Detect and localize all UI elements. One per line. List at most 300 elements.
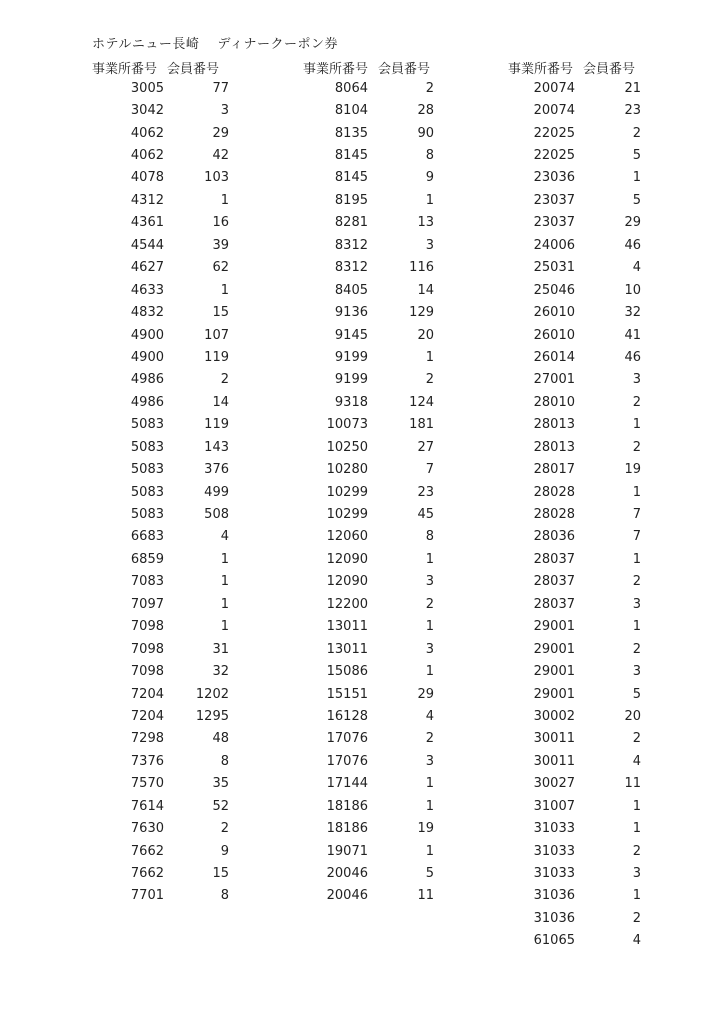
member-number-header: 会員番号 (583, 61, 636, 77)
office-number: 6859 (130, 551, 164, 567)
office-number: 30002 (533, 708, 575, 724)
table-row (508, 773, 641, 795)
table-row (508, 212, 641, 234)
member-number: 119 (204, 349, 229, 365)
member-number: 42 (212, 148, 229, 164)
member-number: 35 (212, 776, 229, 792)
office-number: 5083 (130, 462, 164, 478)
table-row (508, 436, 641, 458)
member-number: 1 (632, 170, 641, 186)
member-number: 181 (409, 417, 434, 433)
member-number: 16 (212, 215, 229, 231)
table-row (508, 593, 641, 615)
office-number: 18186 (326, 821, 368, 837)
member-number: 3 (632, 596, 641, 612)
table-row (508, 638, 641, 660)
member-number: 13 (417, 215, 434, 231)
member-number-header: 会員番号 (167, 61, 220, 77)
office-number: 4627 (130, 260, 164, 276)
table-row (92, 593, 229, 615)
office-number: 31036 (533, 910, 575, 926)
table-row (508, 122, 641, 144)
office-number: 17144 (326, 776, 368, 792)
table-row (92, 503, 229, 525)
member-number: 20 (624, 708, 641, 724)
table-row (508, 795, 641, 817)
member-number: 46 (624, 237, 641, 253)
table-row (92, 795, 229, 817)
office-number: 20046 (326, 866, 368, 882)
table-row (508, 930, 641, 952)
member-number: 28 (417, 103, 434, 119)
office-number: 23037 (533, 215, 575, 231)
office-number: 5083 (130, 439, 164, 455)
office-number: 18186 (326, 798, 368, 814)
table-row (303, 391, 434, 413)
office-number: 27001 (533, 372, 575, 388)
table-row (508, 234, 641, 256)
member-number: 5 (632, 686, 641, 702)
member-number: 77 (212, 80, 229, 96)
table-row (303, 571, 434, 593)
member-number: 103 (204, 170, 229, 186)
table-row (508, 257, 641, 279)
office-number: 5083 (130, 484, 164, 500)
member-number: 7 (632, 507, 641, 523)
office-number: 8195 (334, 192, 368, 208)
member-number: 1202 (195, 686, 229, 702)
member-number: 19 (417, 821, 434, 837)
member-number: 3 (632, 372, 641, 388)
table-row (303, 750, 434, 772)
member-number: 2 (632, 731, 641, 747)
office-number: 28028 (533, 507, 575, 523)
member-number: 29 (624, 215, 641, 231)
office-number: 9199 (334, 372, 368, 388)
table-row (92, 212, 229, 234)
member-number: 3 (425, 574, 434, 590)
table-row (508, 817, 641, 839)
member-number: 23 (417, 484, 434, 500)
table-row (508, 481, 641, 503)
table-row (92, 616, 229, 638)
table-row (303, 212, 434, 234)
member-number: 119 (204, 417, 229, 433)
table-row (92, 840, 229, 862)
member-number: 2 (632, 641, 641, 657)
table-row (92, 369, 229, 391)
member-number: 2 (425, 731, 434, 747)
office-number: 13011 (326, 641, 368, 657)
table-row (508, 705, 641, 727)
table-row (92, 189, 229, 211)
table-row (92, 99, 229, 121)
member-number: 9 (220, 843, 229, 859)
office-number: 8312 (334, 260, 368, 276)
table-row (508, 571, 641, 593)
office-number: 25031 (533, 260, 575, 276)
table-row (303, 414, 434, 436)
member-number: 32 (212, 664, 229, 680)
table-column-1 (92, 57, 229, 907)
office-number: 29001 (533, 619, 575, 635)
member-number: 1 (425, 664, 434, 680)
table-row (303, 616, 434, 638)
member-number: 1 (425, 619, 434, 635)
member-number: 3 (425, 641, 434, 657)
member-number: 48 (212, 731, 229, 747)
office-number: 23037 (533, 192, 575, 208)
table-row (508, 144, 641, 166)
member-number: 8 (220, 888, 229, 904)
office-number: 28010 (533, 394, 575, 410)
member-number: 20 (417, 327, 434, 343)
office-number: 7662 (130, 843, 164, 859)
office-number: 31033 (533, 866, 575, 882)
office-number: 28028 (533, 484, 575, 500)
member-number: 1 (425, 551, 434, 567)
table-row (92, 414, 229, 436)
office-number: 8405 (334, 282, 368, 298)
office-number: 31007 (533, 798, 575, 814)
member-number: 2 (220, 821, 229, 837)
table-row (92, 571, 229, 593)
office-number: 30027 (533, 776, 575, 792)
office-number: 15151 (326, 686, 368, 702)
table-row (303, 189, 434, 211)
member-number: 2 (632, 574, 641, 590)
member-number: 1 (220, 574, 229, 590)
table-row (508, 683, 641, 705)
member-number: 29 (417, 686, 434, 702)
office-number: 10073 (326, 417, 368, 433)
table-row (92, 324, 229, 346)
office-number: 7298 (130, 731, 164, 747)
office-number: 28013 (533, 439, 575, 455)
office-number: 10299 (326, 507, 368, 523)
office-number: 4986 (130, 394, 164, 410)
office-number: 26014 (533, 349, 575, 365)
member-number: 3 (632, 664, 641, 680)
office-number: 8145 (334, 148, 368, 164)
table-row (92, 77, 229, 99)
member-number: 29 (212, 125, 229, 141)
office-number: 8064 (334, 80, 368, 96)
office-number: 31036 (533, 888, 575, 904)
table-row (92, 167, 229, 189)
member-number: 14 (212, 394, 229, 410)
office-number: 7098 (130, 664, 164, 680)
office-number: 26010 (533, 327, 575, 343)
table-row (92, 885, 229, 907)
member-number: 1 (220, 619, 229, 635)
member-number: 14 (417, 282, 434, 298)
table-row (508, 414, 641, 436)
member-number: 143 (204, 439, 229, 455)
office-number: 29001 (533, 686, 575, 702)
office-number: 12090 (326, 551, 368, 567)
office-number: 4062 (130, 125, 164, 141)
office-number: 3005 (130, 80, 164, 96)
table-row (508, 616, 641, 638)
table-row (508, 728, 641, 750)
table-row (303, 593, 434, 615)
member-number: 2 (425, 596, 434, 612)
office-number: 28017 (533, 462, 575, 478)
member-number: 1 (632, 551, 641, 567)
office-number: 7630 (130, 821, 164, 837)
table-row (303, 77, 434, 99)
table-row (92, 257, 229, 279)
table-row (303, 144, 434, 166)
table-row (92, 234, 229, 256)
member-number: 5 (632, 192, 641, 208)
office-number: 7083 (130, 574, 164, 590)
member-number: 21 (624, 80, 641, 96)
member-number: 4 (632, 260, 641, 276)
office-number: 17076 (326, 731, 368, 747)
member-number: 116 (409, 260, 434, 276)
office-number: 12200 (326, 596, 368, 612)
table-row (92, 683, 229, 705)
office-number: 22025 (533, 148, 575, 164)
office-number: 26010 (533, 305, 575, 321)
table-rows (92, 77, 229, 907)
office-number: 4361 (130, 215, 164, 231)
table-row (92, 862, 229, 884)
office-number: 7097 (130, 596, 164, 612)
office-number: 29001 (533, 664, 575, 680)
office-number: 9199 (334, 349, 368, 365)
office-number: 29001 (533, 641, 575, 657)
table-row (303, 548, 434, 570)
member-number: 107 (204, 327, 229, 343)
office-number: 30011 (533, 731, 575, 747)
table-row (92, 817, 229, 839)
table-row (303, 638, 434, 660)
member-number: 1 (425, 192, 434, 208)
table-row (508, 391, 641, 413)
office-number: 7204 (130, 686, 164, 702)
office-number: 7662 (130, 866, 164, 882)
member-number: 1 (425, 798, 434, 814)
table-row (508, 279, 641, 301)
table-row (508, 458, 641, 480)
member-number: 5 (632, 148, 641, 164)
table-row (92, 144, 229, 166)
table-row (508, 77, 641, 99)
office-number: 4832 (130, 305, 164, 321)
member-number: 3 (220, 103, 229, 119)
member-number: 4 (632, 753, 641, 769)
table-row (303, 683, 434, 705)
office-number: 10299 (326, 484, 368, 500)
member-number: 1 (632, 417, 641, 433)
office-number: 6683 (130, 529, 164, 545)
office-number: 9318 (334, 394, 368, 410)
table-row (92, 548, 229, 570)
table-rows (303, 77, 434, 907)
office-number: 12090 (326, 574, 368, 590)
column-header (303, 57, 434, 77)
office-number: 4633 (130, 282, 164, 298)
table-row (508, 167, 641, 189)
office-number: 20074 (533, 80, 575, 96)
table-row (303, 346, 434, 368)
member-number: 11 (624, 776, 641, 792)
member-number: 129 (409, 305, 434, 321)
member-number: 2 (425, 80, 434, 96)
office-number: 30011 (533, 753, 575, 769)
table-row (303, 279, 434, 301)
column-header (508, 57, 641, 77)
member-number: 10 (624, 282, 641, 298)
office-number: 28037 (533, 574, 575, 590)
member-number: 4 (425, 708, 434, 724)
office-number: 23036 (533, 170, 575, 186)
document-title: ホテルニュー長崎 ディナークーポン券 (92, 37, 338, 52)
table-row (303, 526, 434, 548)
table-row (303, 885, 434, 907)
member-number: 15 (212, 305, 229, 321)
table-row (508, 369, 641, 391)
member-number: 1 (632, 619, 641, 635)
table-row (303, 122, 434, 144)
member-number: 124 (409, 394, 434, 410)
office-number: 8135 (334, 125, 368, 141)
office-number: 61065 (533, 933, 575, 949)
table-row (92, 526, 229, 548)
office-number: 8104 (334, 103, 368, 119)
office-number: 28036 (533, 529, 575, 545)
table-row (508, 862, 641, 884)
member-number: 39 (212, 237, 229, 253)
office-number: 12060 (326, 529, 368, 545)
column-header (92, 57, 229, 77)
office-number: 4986 (130, 372, 164, 388)
member-number: 1 (425, 776, 434, 792)
office-number: 4544 (130, 237, 164, 253)
member-number: 1 (632, 798, 641, 814)
member-number: 508 (204, 507, 229, 523)
member-number: 32 (624, 305, 641, 321)
member-number: 1 (425, 349, 434, 365)
table-row (303, 99, 434, 121)
office-number: 22025 (533, 125, 575, 141)
table-column-3 (508, 57, 641, 952)
table-row (92, 728, 229, 750)
office-number: 7098 (130, 641, 164, 657)
table-row (303, 257, 434, 279)
office-number: 28013 (533, 417, 575, 433)
office-number: 7570 (130, 776, 164, 792)
table-row (92, 458, 229, 480)
table-row (303, 436, 434, 458)
member-number: 2 (632, 125, 641, 141)
table-row (303, 167, 434, 189)
table-row (303, 369, 434, 391)
table-row (92, 436, 229, 458)
office-number: 8312 (334, 237, 368, 253)
office-number: 7098 (130, 619, 164, 635)
table-row (92, 279, 229, 301)
table-row (508, 907, 641, 929)
office-number: 10250 (326, 439, 368, 455)
office-number: 28037 (533, 596, 575, 612)
member-number: 1 (632, 821, 641, 837)
table-row (303, 458, 434, 480)
member-number: 90 (417, 125, 434, 141)
office-number: 4900 (130, 327, 164, 343)
table-row (303, 795, 434, 817)
office-number: 5083 (130, 417, 164, 433)
table-row (508, 885, 641, 907)
office-number: 25046 (533, 282, 575, 298)
member-number: 9 (425, 170, 434, 186)
member-number: 52 (212, 798, 229, 814)
office-number: 8281 (334, 215, 368, 231)
office-number: 31033 (533, 843, 575, 859)
office-number: 8145 (334, 170, 368, 186)
office-number: 20074 (533, 103, 575, 119)
member-number: 11 (417, 888, 434, 904)
office-number: 4062 (130, 148, 164, 164)
table-row (303, 817, 434, 839)
office-number: 4078 (130, 170, 164, 186)
table-row (508, 526, 641, 548)
member-number: 27 (417, 439, 434, 455)
member-number: 2 (220, 372, 229, 388)
member-number: 1 (632, 484, 641, 500)
member-number: 7 (425, 462, 434, 478)
table-row (303, 324, 434, 346)
member-number: 2 (632, 394, 641, 410)
member-number: 1295 (195, 708, 229, 724)
member-number: 8 (425, 148, 434, 164)
office-number: 13011 (326, 619, 368, 635)
member-number: 46 (624, 349, 641, 365)
table-row (92, 346, 229, 368)
office-number: 10280 (326, 462, 368, 478)
office-number-header: 事業所番号 (508, 61, 574, 77)
office-number: 4312 (130, 192, 164, 208)
office-number: 20046 (326, 888, 368, 904)
member-number: 4 (632, 933, 641, 949)
office-number: 4900 (130, 349, 164, 365)
member-number: 7 (632, 529, 641, 545)
member-number: 4 (220, 529, 229, 545)
office-number-header: 事業所番号 (92, 61, 158, 77)
member-number: 1 (632, 888, 641, 904)
table-row (92, 391, 229, 413)
office-number: 28037 (533, 551, 575, 567)
office-number: 9145 (334, 327, 368, 343)
member-number: 62 (212, 260, 229, 276)
member-number: 2 (425, 372, 434, 388)
table-row (92, 481, 229, 503)
table-row (92, 301, 229, 323)
member-number: 45 (417, 507, 434, 523)
table-rows (508, 77, 641, 952)
office-number: 7376 (130, 753, 164, 769)
member-number: 19 (624, 462, 641, 478)
office-number: 16128 (326, 708, 368, 724)
office-number: 15086 (326, 664, 368, 680)
office-number: 3042 (130, 103, 164, 119)
table-row (303, 301, 434, 323)
office-number: 17076 (326, 753, 368, 769)
member-number: 41 (624, 327, 641, 343)
